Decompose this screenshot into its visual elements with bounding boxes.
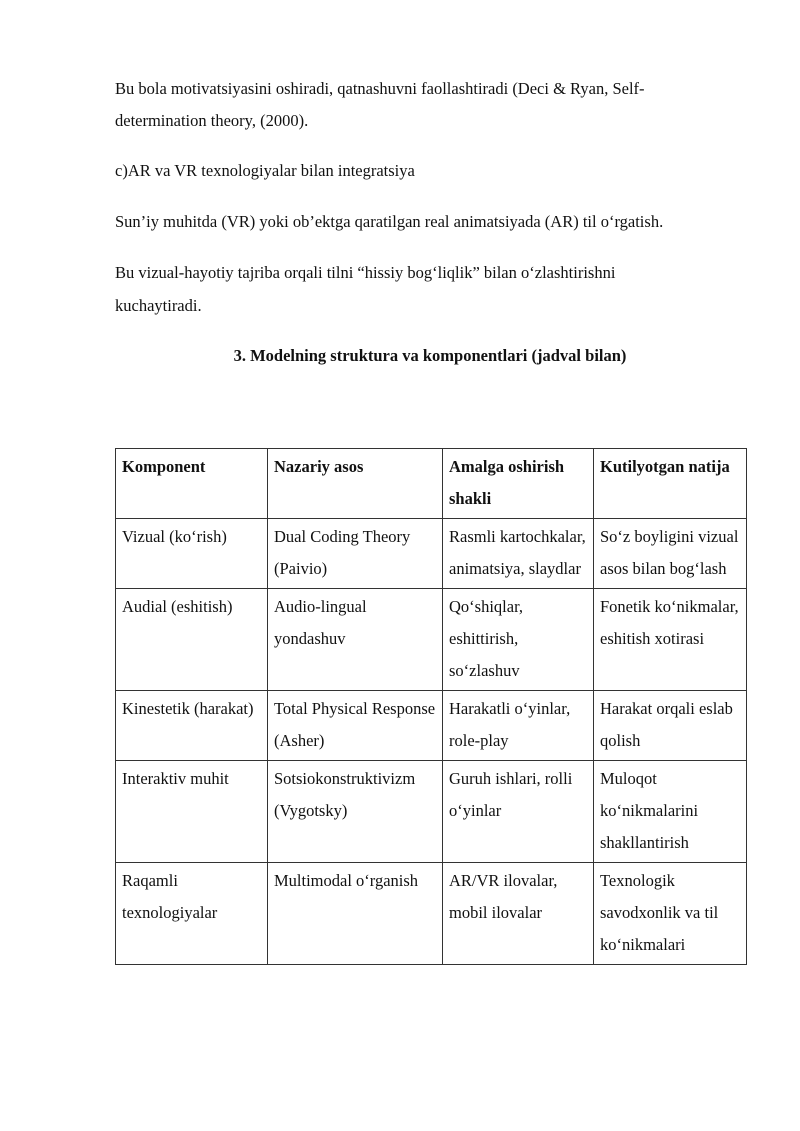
table-cell: Vizual (ko‘rish): [116, 519, 268, 589]
table-header-row: [116, 449, 747, 519]
table-cell: Multimodal o‘rganish: [268, 863, 443, 965]
table-row: [116, 589, 747, 691]
table-header-cell: Komponent: [116, 449, 268, 519]
table-cell: Texnologik savodxonlik va til ko‘nikmalari: [594, 863, 747, 965]
table-row: [116, 761, 747, 863]
table-header-cell: Amalga oshirish shakli: [443, 449, 594, 519]
table-cell: Rasmli kartochkalar, animatsiya, slaydlar: [443, 519, 594, 589]
table-cell: Audio-lingual yondashuv: [268, 589, 443, 691]
table-header-cell: Nazariy asos: [268, 449, 443, 519]
table-cell: Muloqot ko‘nikmalarini shakllantirish: [594, 761, 747, 863]
table-cell: Qo‘shiqlar, eshittirish, so‘zlashuv: [443, 589, 594, 691]
paragraph-line-3: Sun’iy muhitda (VR) yoki ob’ektga qaratilgan real animatsiyada (AR) til o‘rgatish.: [115, 212, 664, 231]
components-table: [115, 448, 747, 965]
table-cell: Kinestetik (harakat): [116, 691, 268, 761]
table-cell: Guruh ishlari, rolli o‘yinlar: [443, 761, 594, 863]
table-cell: Total Physical Response (Asher): [268, 691, 443, 761]
table-header-cell: Kutilyotgan natija: [594, 449, 747, 519]
paragraph-line-4: Bu vizual-hayotiy tajriba orqali tilni “hissiy bog‘liqlik” bilan o‘zlashtirishni: [115, 263, 616, 282]
table-cell: Harakatli o‘yinlar, role-play: [443, 691, 594, 761]
table-cell: Sotsiokonstruktivizm (Vygotsky): [268, 761, 443, 863]
subsection-title: c)AR va VR texnologiyalar bilan integratsiya: [115, 161, 415, 180]
table-row: [116, 691, 747, 761]
paragraph-line-2: determination theory, (2000).: [115, 111, 309, 130]
section-heading: 3. Modelning struktura va komponentlari (jadval bilan): [233, 346, 627, 365]
table-cell: Raqamli texnologiyalar: [116, 863, 268, 965]
table-row: [116, 519, 747, 589]
table-cell: So‘z boyligini vizual asos bilan bog‘lash: [594, 519, 747, 589]
table-cell: Fonetik ko‘nikmalar, eshitish xotirasi: [594, 589, 747, 691]
table-cell: AR/VR ilovalar, mobil ilovalar: [443, 863, 594, 965]
table-cell: Dual Coding Theory (Paivio): [268, 519, 443, 589]
table-cell: Interaktiv muhit: [116, 761, 268, 863]
table-cell: Harakat orqali eslab qolish: [594, 691, 747, 761]
paragraph-line-5: kuchaytiradi.: [115, 296, 202, 315]
table-cell: Audial (eshitish): [116, 589, 268, 691]
table-row: [116, 863, 747, 965]
paragraph-line-1: Bu bola motivatsiyasini oshiradi, qatnashuvni faollashtiradi (Deci & Ryan, Self-: [115, 79, 645, 98]
